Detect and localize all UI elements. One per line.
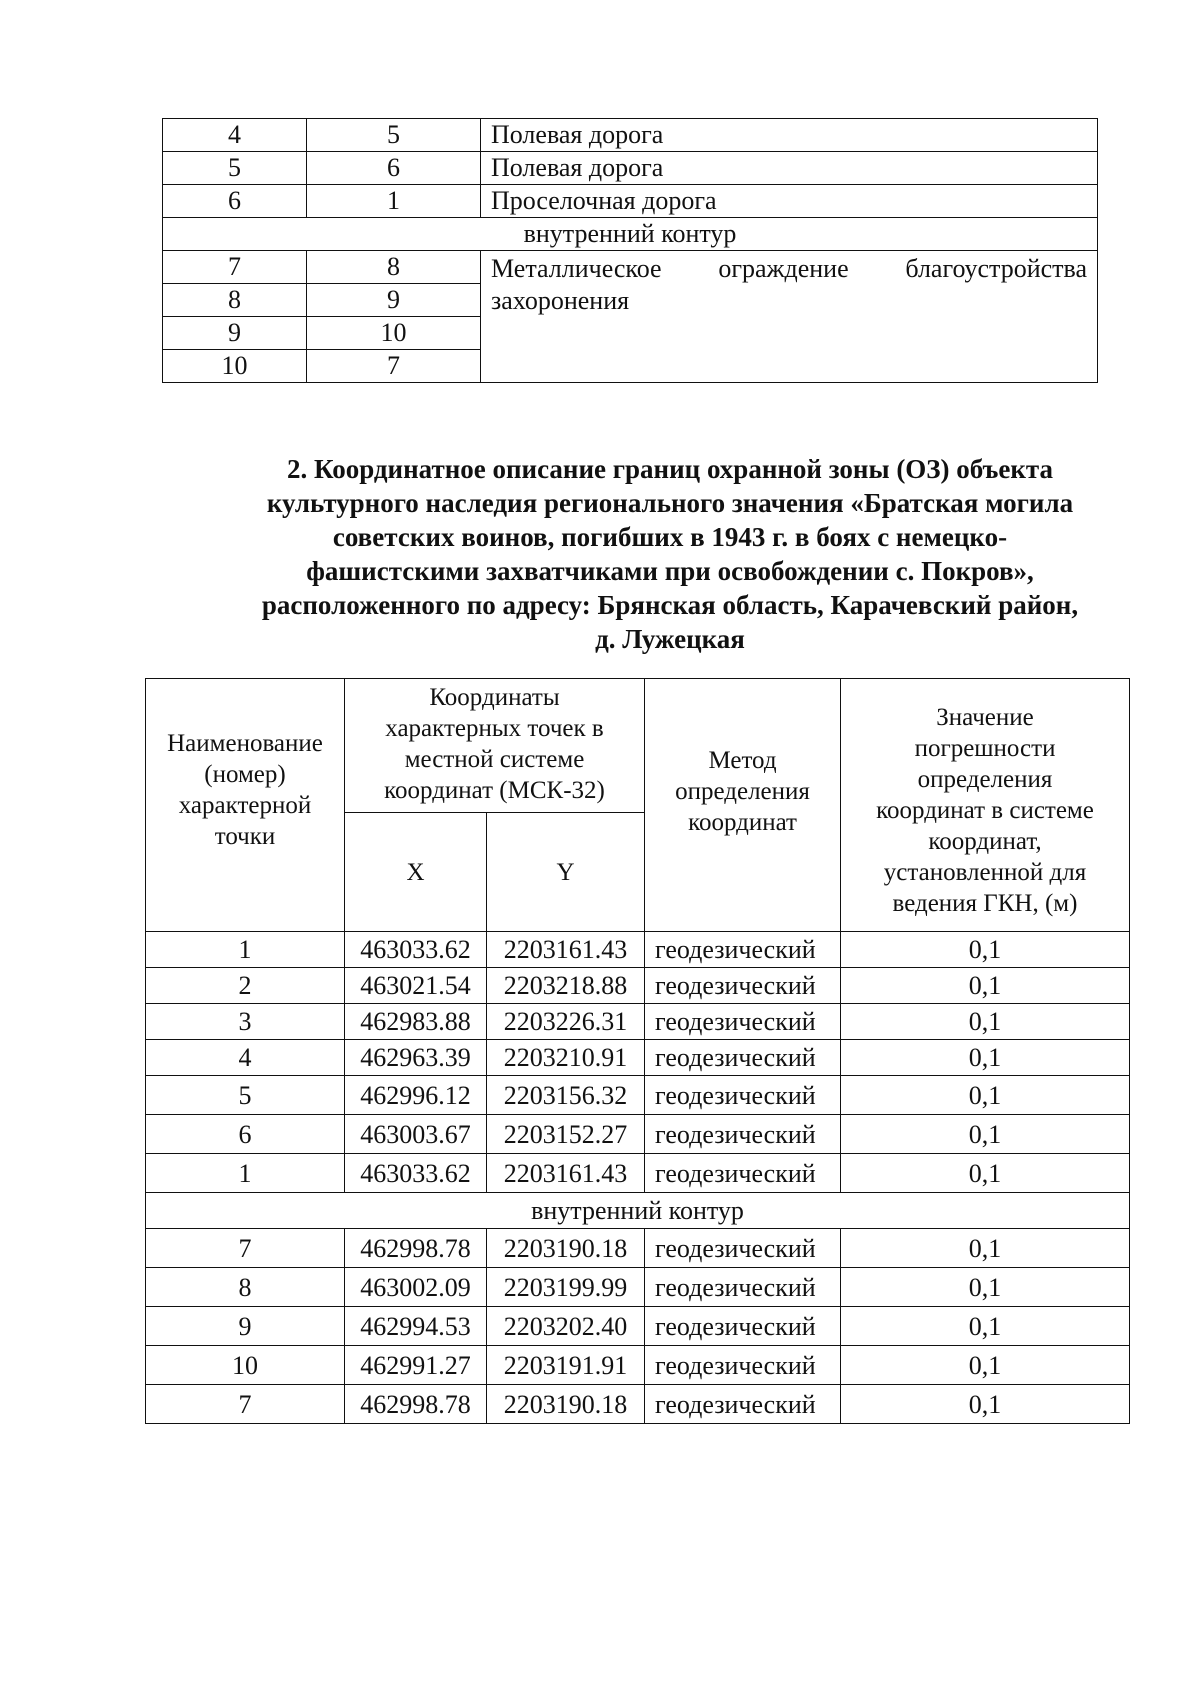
segment-to: 5 [307, 119, 481, 152]
x-value: 462998.78 [345, 1229, 487, 1268]
point-number: 9 [146, 1307, 345, 1346]
segment-from: 6 [163, 185, 307, 218]
x-value: 462996.12 [345, 1076, 487, 1115]
point-number: 10 [146, 1346, 345, 1385]
y-value: 2203210.91 [487, 1040, 645, 1076]
x-value: 463021.54 [345, 968, 487, 1004]
x-value: 463033.62 [345, 932, 487, 968]
description-line-2: захоронения [491, 286, 630, 315]
header-line: точки [214, 823, 276, 850]
segment-to: 1 [307, 185, 481, 218]
coordinates-table [145, 678, 1130, 1424]
x-value: 462994.53 [345, 1307, 487, 1346]
header-line: характерной [178, 792, 312, 819]
method-value: геодезический [645, 1268, 841, 1307]
method-value: геодезический [645, 1307, 841, 1346]
table-row [146, 1076, 1130, 1115]
header-line: координат в системе [876, 796, 1094, 824]
table-row [146, 1307, 1130, 1346]
table-row [146, 1115, 1130, 1154]
segment-to: 9 [307, 284, 481, 317]
table-row [146, 1004, 1130, 1040]
error-value: 0,1 [841, 1004, 1130, 1040]
method-value: геодезический [645, 1040, 841, 1076]
table-row [146, 1346, 1130, 1385]
y-value: 2203199.99 [487, 1268, 645, 1307]
y-value: 2203152.27 [487, 1115, 645, 1154]
point-number: 5 [146, 1076, 345, 1115]
table-row [163, 185, 1098, 218]
table-row [163, 251, 1098, 284]
inner-contour-label: внутренний контур [163, 218, 1098, 251]
method-value: геодезический [645, 968, 841, 1004]
y-value: 2203190.18 [487, 1229, 645, 1268]
coordinates-header [345, 679, 645, 813]
y-value: 2203191.91 [487, 1346, 645, 1385]
method-value: геодезический [645, 1115, 841, 1154]
header-line: координат, [928, 827, 1042, 855]
heading-line: культурного наследия регионального значения «Братская могила [266, 488, 1074, 518]
segment-description: Полевая дорога [481, 119, 1098, 152]
method-value: геодезический [645, 1154, 841, 1193]
segment-to: 8 [307, 251, 481, 284]
header-line: Координаты [429, 684, 560, 711]
table-row [146, 1229, 1130, 1268]
header-line: местной системе [404, 746, 585, 773]
x-value: 463033.62 [345, 1154, 487, 1193]
x-header: X [345, 813, 487, 932]
point-number: 3 [146, 1004, 345, 1040]
point-number: 6 [146, 1115, 345, 1154]
point-name-header [146, 679, 345, 932]
heading-line: советских воинов, погибших в 1943 г. в боях с немецко- [332, 522, 1008, 552]
subheader-row [163, 218, 1098, 251]
y-value: 2203202.40 [487, 1307, 645, 1346]
segment-description: Полевая дорога [481, 152, 1098, 185]
y-header: Y [487, 813, 645, 932]
table-row [163, 152, 1098, 185]
header-line: координат [688, 808, 797, 836]
segment-from: 4 [163, 119, 307, 152]
inner-contour-label: внутренний контур [146, 1193, 1130, 1229]
heading-line: д. Лужецкая [595, 624, 745, 654]
subheader-row [146, 1193, 1130, 1229]
error-value: 0,1 [841, 932, 1130, 968]
point-number: 7 [146, 1229, 345, 1268]
x-value: 462991.27 [345, 1346, 487, 1385]
error-value: 0,1 [841, 968, 1130, 1004]
method-value: геодезический [645, 1346, 841, 1385]
y-value: 2203190.18 [487, 1385, 645, 1424]
error-value: 0,1 [841, 1115, 1130, 1154]
method-value: геодезический [645, 1385, 841, 1424]
segment-to: 10 [307, 317, 481, 350]
error-value: 0,1 [841, 1307, 1130, 1346]
header-line: определения [917, 765, 1053, 793]
error-value: 0,1 [841, 1076, 1130, 1115]
header-line: координат (МСК-32) [384, 777, 605, 804]
method-header [645, 679, 841, 932]
segment-from: 8 [163, 284, 307, 317]
error-value: 0,1 [841, 1385, 1130, 1424]
header-line: определения [675, 777, 810, 805]
description-line-1: Металлическое ограждение благоустройства [491, 254, 1087, 283]
error-value: 0,1 [841, 1229, 1130, 1268]
x-value: 462963.39 [345, 1040, 487, 1076]
point-number: 8 [146, 1268, 345, 1307]
x-value: 462983.88 [345, 1004, 487, 1040]
table-row [146, 1154, 1130, 1193]
method-value: геодезический [645, 1076, 841, 1115]
table-row [146, 1268, 1130, 1307]
heading-line: фашистскими захватчиками при освобождении с. Покров», [306, 556, 1034, 586]
segment-from: 10 [163, 350, 307, 383]
segment-from: 5 [163, 152, 307, 185]
x-value: 462998.78 [345, 1385, 487, 1424]
header-line: Наименование [167, 730, 323, 757]
x-value: 463003.67 [345, 1115, 487, 1154]
method-value: геодезический [645, 1004, 841, 1040]
segment-from: 7 [163, 251, 307, 284]
point-number: 2 [146, 968, 345, 1004]
table-row [146, 1385, 1130, 1424]
header-line: Метод [708, 746, 777, 774]
segment-description: Проселочная дорога [481, 185, 1098, 218]
point-number: 4 [146, 1040, 345, 1076]
error-value: 0,1 [841, 1040, 1130, 1076]
table-row [146, 932, 1130, 968]
y-value: 2203161.43 [487, 932, 645, 968]
header-line: Значение [936, 703, 1034, 731]
x-value: 463002.09 [345, 1268, 487, 1307]
y-value: 2203161.43 [487, 1154, 645, 1193]
header-line: характерных точек в [385, 715, 604, 742]
header-line: ведения ГКН, (м) [892, 889, 1078, 917]
table-row [146, 1040, 1130, 1076]
segment-to: 6 [307, 152, 481, 185]
error-value: 0,1 [841, 1154, 1130, 1193]
table-row [163, 119, 1098, 152]
y-value: 2203226.31 [487, 1004, 645, 1040]
heading-line: 2. Координатное описание границ охранной зоны (ОЗ) объекта [286, 454, 1054, 484]
boundary-segments-table [162, 118, 1098, 383]
table-row [146, 968, 1130, 1004]
point-number: 1 [146, 932, 345, 968]
point-number: 7 [146, 1385, 345, 1424]
y-value: 2203218.88 [487, 968, 645, 1004]
header-line: погрешности [914, 734, 1056, 762]
point-number: 1 [146, 1154, 345, 1193]
segment-to: 7 [307, 350, 481, 383]
method-value: геодезический [645, 932, 841, 968]
heading-line: расположенного по адресу: Брянская область, Карачевский район, [261, 590, 1079, 620]
segment-from: 9 [163, 317, 307, 350]
header-line: (номер) [204, 761, 286, 788]
y-value: 2203156.32 [487, 1076, 645, 1115]
method-value: геодезический [645, 1229, 841, 1268]
section-heading [200, 452, 1140, 656]
error-value: 0,1 [841, 1268, 1130, 1307]
error-value: 0,1 [841, 1346, 1130, 1385]
header-line: установленной для [883, 858, 1087, 886]
header-row [146, 679, 1130, 813]
segment-description [481, 251, 1098, 383]
error-header [841, 679, 1130, 932]
